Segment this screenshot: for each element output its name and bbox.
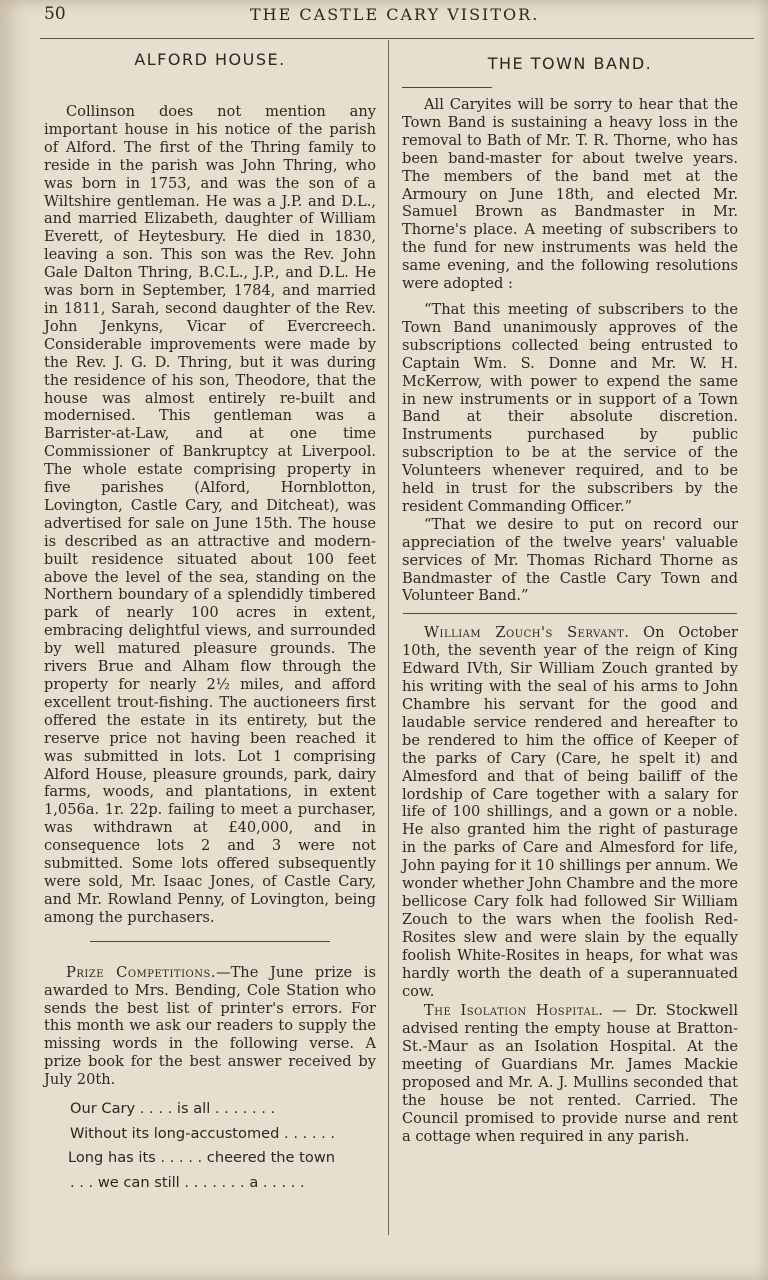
verse-line: . . . we can still . . . . . . . a . . . . .: [70, 1173, 305, 1191]
section-rule: [403, 613, 737, 614]
prize-competitions-article: [44, 964, 376, 1089]
isolation-body: — Dr. Stockwell advised renting the empty house at Bratton-St.-Maur as an Isolation Hospital. At the meeting of Guardians Mr. James Mackie proposed and Mr. A. J. Mullins seconded that the house be not rented. Carried. The Council promised to provide nurse and rent a cottage when required in any parish.: [402, 1002, 739, 1145]
verse-line: Without its long-accustomed . . . . . .: [70, 1124, 336, 1142]
prize-verse: [70, 1097, 376, 1195]
isolation-heading: The Isolation Hospital.: [424, 1002, 604, 1020]
isolation-hospital-article: [402, 1002, 738, 1145]
town-band-intro: All Caryites will be sorry to hear that the Town Band is sustaining a heavy loss in the removal to Bath of Mr. T. R. Thorne, who has been band-master for about twelve years. The members of the band met at the Armoury on June 18th, and elected Mr. Samuel Brown as Bandmaster in Mr. Thorne's place. A meeting of subscribers to the fund for new instruments was held the same evening, and the following resolutions were adopted :: [402, 96, 738, 293]
prize-heading: Prize Competitions.: [66, 963, 216, 981]
left-column: [44, 46, 376, 1195]
town-band-title: THE TOWN BAND.: [487, 54, 653, 73]
zouch-article: [402, 624, 738, 1000]
running-title: THE CASTLE CARY VISITOR.: [250, 5, 540, 24]
section-rule: [90, 941, 330, 942]
zouch-heading: William Zouch's Servant.: [424, 624, 630, 642]
zouch-body: On October 10th, the seventh year of the reign of King Edward IVth, Sir William Zouch granted by his writing with the seal of his arms to John Chambre his servant for the good and laudable service rendered and hereafter to be rendered to him the office of Keeper of the parks of Cary (Care, he spelt it) and Almesford and that of being bailiff of the lordship of Care together with a salary for life of 100 shillings, and a gown or a noble. He also granted him the right of pasturage in the parks of Care and Almesford for life, John paying for it 10 shillings per annum. We wonder whether John Chambre and the more bellicose Cary folk had followed Sir William Zouch to the wars when the foolish Red-Rosites slew and were slain by the equally foolish White-Rosites in heaps, for what was hardly worth the death of a superannuated cow.: [402, 624, 739, 1000]
verse-line: Long has its . . . . . cheered the town: [68, 1149, 336, 1167]
prize-body: —The June prize is awarded to Mrs. Bending, Cole Station who sends the best list of printer's errors. For this month we ask our readers to supply the missing words in the following verse. A prize book for the best answer received by July 20th.: [44, 963, 376, 1089]
page-number: 50: [44, 4, 66, 24]
alford-house-title: ALFORD HOUSE.: [134, 50, 286, 69]
alford-house-article: Collinson does not mention any important house in his notice of the parish of Alford. The first of the Thring family to reside in the parish was John Thring, who was born in 1753, and was the son of a Wiltshire gentleman. He was a J.P. and D.L., and married Elizabeth, daughter of William Everett, of Heytesbury. He died in 1830, leaving a son. This son was the Rev. John Gale Dalton Thring, B.C.L., J.P., and D.L. He was born in September, 1784, and married in 1811, Sarah, second daughter of the Rev. John Jenkyns, Vicar of Evercreech. Considerable improvements were made by the Rev. J. G. D. Thring, but it was during the residence of his son, Theodore, that the house was almost entirely re-built and modernised. This gentleman was a Barrister-at-Law, and at one time Commissioner of Bankruptcy at Liverpool. The whole estate comprising property in five parishes (Alford, Hornblotton, Lovington, Castle Cary, and Ditcheat), was advertised for sale on June 15th. The house is described as an attractive and modern-built residence situated about 100 feet above the level of the sea, standing on the Northern boundary of a splendidly timbered park of nearly 100 acres in extent, embracing delightful views, and surrounded by well matured pleasure grounds. The rivers Brue and Alham flow through the property for nearly 2½ miles, and afford excellent trout-fishing. The auctioneers first offered the estate in its entirety, but the reserve price not having been reached it was submitted in lots. Lot 1 comprising Alford House, pleasure grounds, park, dairy farms, woods, and plantations, in extent 1,056a. 1r. 22p. failing to meet a purchaser, was withdrawn at £40,000, and in consequence lots 2 and 3 were not submitted. Some lots offered subsequently were sold, Mr. Isaac Jones, of Castle Cary, and Mr. Rowland Penny, of Lovington, being among the purchasers.: [44, 103, 376, 926]
header-rule: [40, 38, 754, 39]
title-rule: [402, 87, 492, 88]
right-column: [402, 46, 738, 1146]
band-resolution-2: “That we desire to put on record our appreciation of the twelve years' valuable services of Mr. Thomas Richard Thorne as Bandmaster of the Castle Cary Town and Volunteer Band.”: [402, 515, 738, 605]
column-divider: [388, 40, 389, 1235]
band-resolution-1: “That this meeting of subscribers to the Town Band unanimously approves of the subscriptions collected being entrusted to Captain Wm. S. Donne and Mr. W. H. McKerrow, with power to expend the same in new instruments or in support of a Town Band at their absolute discretion. Instruments purchased by public subscription to be at the service of the Volunteers whenever required, and to be held in trust for the subscribers by the resident Commanding Officer.”: [402, 300, 738, 515]
verse-line: Our Cary . . . . is all . . . . . . .: [70, 1100, 276, 1118]
